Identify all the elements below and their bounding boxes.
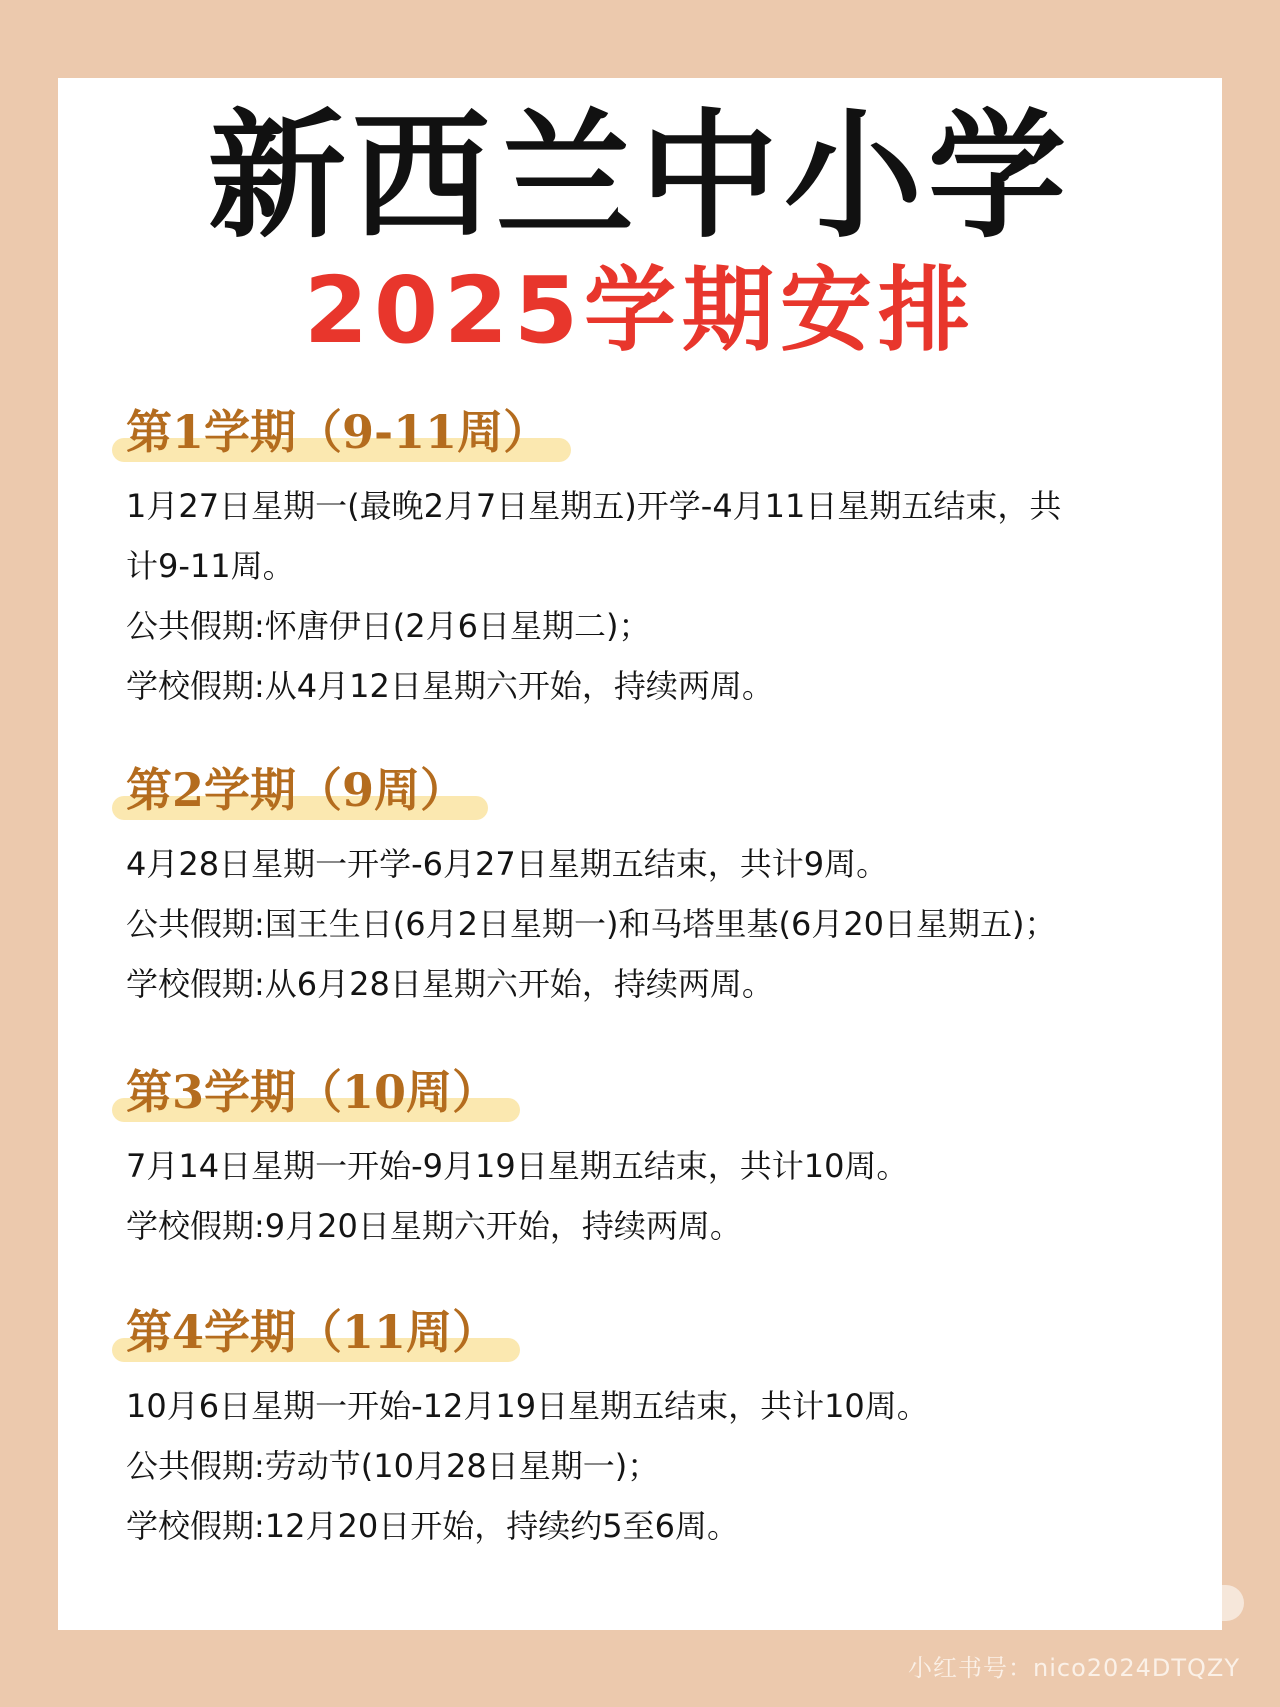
term-4-heading-wrap xyxy=(126,1300,498,1364)
term-1-line-4: 学校假期:从4月12日星期六开始，持续两周。 xyxy=(126,667,774,705)
platform-logo-icon xyxy=(1156,1585,1244,1621)
schedule-card xyxy=(58,78,1222,1630)
term-4-lines xyxy=(126,1376,1186,1556)
term-3-section xyxy=(126,1060,1186,1256)
term-2-heading: 第2学期（9周） xyxy=(126,763,467,817)
page-title: 新西兰中小学 xyxy=(207,96,1072,257)
page-subtitle: 2025学期安排 xyxy=(303,257,977,364)
term-2-heading-wrap xyxy=(126,758,466,822)
term-4-line-1: 10月6日星期一开始-12月19日星期五结束，共计10周。 xyxy=(126,1387,929,1425)
term-3-heading-wrap xyxy=(126,1060,498,1124)
term-2-line-3: 学校假期:从6月28日星期六开始，持续两周。 xyxy=(126,965,774,1003)
term-2-section xyxy=(126,758,1186,1014)
term-4-line-2: 公共假期:劳动节(10月28日星期一)； xyxy=(126,1447,660,1485)
term-1-section xyxy=(126,400,1186,716)
term-1-line-1: 1月27日星期一(最晚2月7日星期五)开学-4月11日星期五结束，共 xyxy=(126,487,1062,525)
term-2-lines xyxy=(126,834,1186,1014)
term-1-heading-wrap xyxy=(126,400,549,464)
term-2-line-2: 公共假期:国王生日(6月2日星期一)和马塔里基(6月20日星期五)； xyxy=(126,905,1057,943)
term-4-heading: 第4学期（11周） xyxy=(126,1305,499,1359)
term-3-heading: 第3学期（10周） xyxy=(126,1065,499,1119)
term-3-line-2: 学校假期:9月20日星期六开始，持续两周。 xyxy=(126,1207,742,1245)
term-4-line-3: 学校假期:12月20日开始，持续约5至6周。 xyxy=(126,1507,739,1545)
watermark-text: 小红书号：nico2024DTQZY xyxy=(908,1654,1240,1682)
term-1-heading: 第1学期（9-11周） xyxy=(126,405,550,459)
term-4-section xyxy=(126,1300,1186,1556)
term-1-line-2: 计9-11周。 xyxy=(126,547,295,585)
term-3-lines xyxy=(126,1136,1186,1256)
term-3-line-1: 7月14日星期一开始-9月19日星期五结束，共计10周。 xyxy=(126,1147,909,1185)
term-2-line-1: 4月28日星期一开学-6月27日星期五结束，共计9周。 xyxy=(126,845,889,883)
term-1-lines xyxy=(126,476,1186,716)
term-1-line-3: 公共假期:怀唐伊日(2月6日星期二)； xyxy=(126,607,651,645)
